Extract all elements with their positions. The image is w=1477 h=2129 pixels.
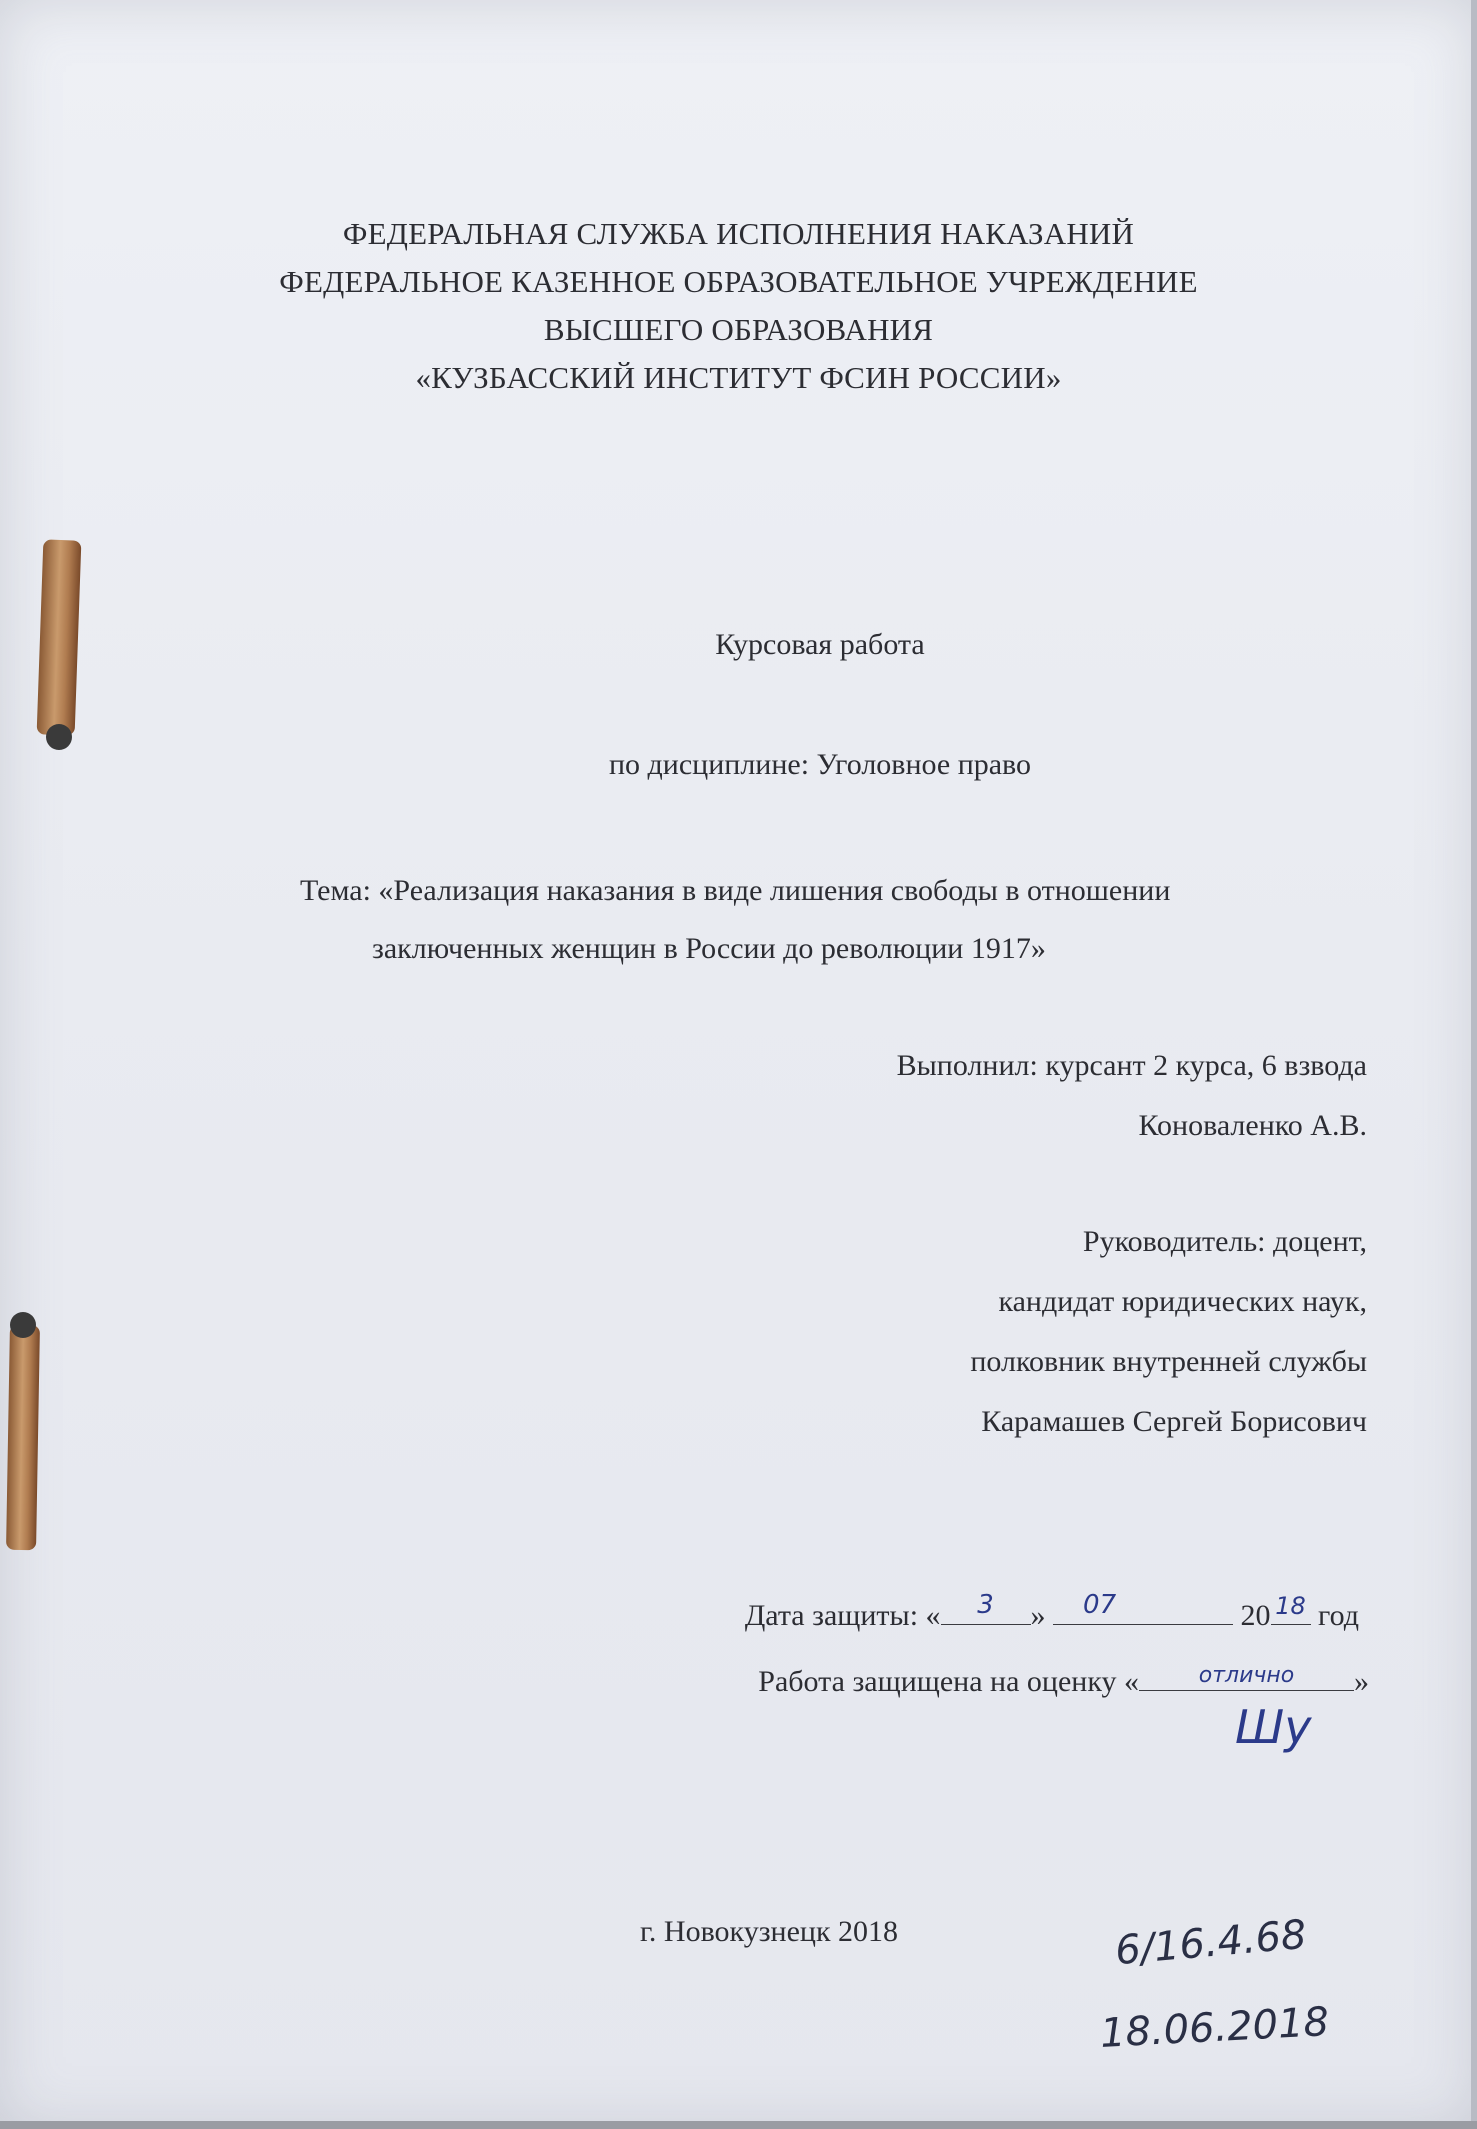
topic-line-1: Тема: «Реализация наказания в виде лишения свободы в отношении (300, 874, 1171, 907)
work-type: Курсовая работа (715, 628, 925, 661)
topic-line-2: заключенных женщин в России до революции 1917» (372, 932, 1046, 965)
supervisor-line-3: полковник внутренней службы (970, 1345, 1367, 1378)
binding-hole-bottom (10, 1312, 36, 1338)
defense-year-word: год (1318, 1599, 1359, 1632)
header-line-1: ФЕДЕРАЛЬНАЯ СЛУЖБА ИСПОЛНЕНИЯ НАКАЗАНИЙ (342, 216, 1135, 251)
handwritten-registration: 6/16.4.68 (1113, 1911, 1309, 1975)
header-line-2: ФЕДЕРАЛЬНОЕ КАЗЕННОЕ ОБРАЗОВАТЕЛЬНОЕ УЧРЕЖДЕНИЕ (279, 264, 1198, 299)
header-line-3: ВЫСШЕГО ОБРАЗОВАНИЯ (543, 312, 934, 347)
header-line-4: «КУЗБАССКИЙ ИНСТИТУТ ФСИН РОССИИ» (415, 360, 1062, 395)
binding-strap-bottom (6, 1325, 40, 1550)
defense-mid: » (1030, 1599, 1046, 1632)
discipline: по дисциплине: Уголовное право (608, 748, 1032, 781)
author-name: Коноваленко А.В. (1138, 1109, 1367, 1142)
institution-header (0, 210, 1477, 402)
binding-hole-top (46, 724, 72, 750)
defense-month-field (1053, 1590, 1233, 1625)
author-block (897, 1036, 1367, 1156)
topic (300, 862, 1380, 978)
defense-label: Дата защиты: « (744, 1599, 941, 1632)
grade-value: отлично (1198, 1663, 1295, 1688)
supervisor-line-1: Руководитель: доцент, (1082, 1225, 1367, 1258)
page-bottom-edge (0, 2121, 1477, 2129)
defense-day-field (941, 1590, 1031, 1625)
defense-date (744, 1590, 1359, 1633)
author-line-1: Выполнил: курсант 2 курса, 6 взвода (896, 1049, 1367, 1082)
supervisor-block (970, 1212, 1367, 1452)
handwritten-date: 18.06.2018 (1098, 1999, 1331, 2057)
grade-label: Работа защищена на оценку « (758, 1665, 1139, 1698)
signature: Шу (1235, 1700, 1312, 1754)
defense-month: 07 (1083, 1590, 1117, 1620)
grade-field (1139, 1660, 1354, 1691)
supervisor-name: Карамашев Сергей Борисович (981, 1405, 1367, 1438)
defense-year-prefix: 20 (1240, 1599, 1271, 1632)
defense-year-field (1271, 1594, 1311, 1625)
supervisor-line-2: кандидат юридических наук, (998, 1285, 1367, 1318)
grade (758, 1660, 1369, 1699)
defense-day: 3 (977, 1590, 994, 1620)
city-year: г. Новокузнецк 2018 (640, 1915, 899, 1948)
grade-close: » (1354, 1665, 1369, 1698)
defense-year-suffix: 18 (1275, 1592, 1306, 1620)
